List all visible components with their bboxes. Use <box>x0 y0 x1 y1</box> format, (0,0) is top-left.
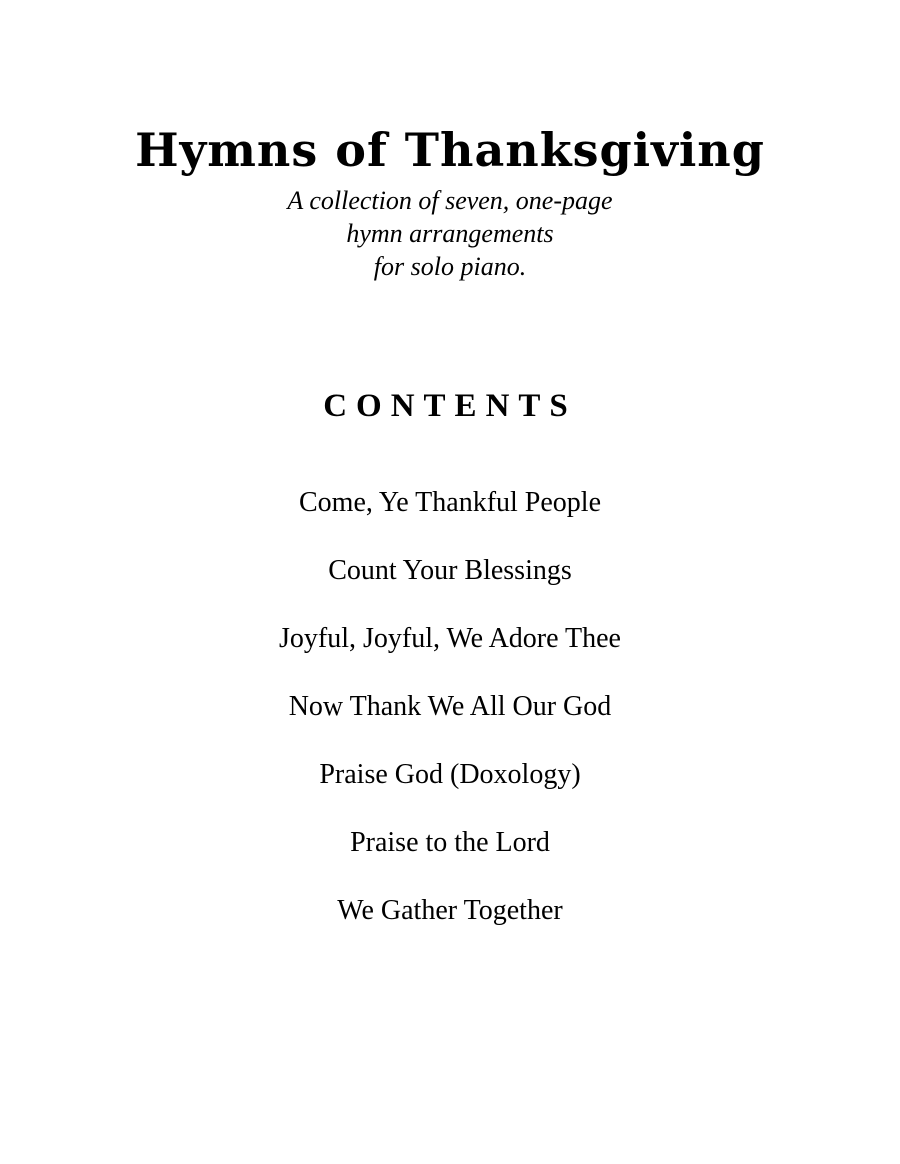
subtitle-line: hymn arrangements <box>346 219 554 248</box>
contents-heading: CONTENTS <box>323 388 577 424</box>
contents-list <box>0 484 900 960</box>
contents-item: Praise to the Lord <box>350 827 550 858</box>
contents-item: Now Thank We All Our God <box>288 691 612 722</box>
subtitle-line: for solo piano. <box>373 252 527 281</box>
contents-item: Come, Ye Thankful People <box>298 487 602 518</box>
subtitle-line: A collection of seven, one-page <box>287 186 613 215</box>
document-title: Hymns of Thanksgiving <box>135 123 765 177</box>
subtitle <box>0 184 900 283</box>
contents-item: We Gather Together <box>337 895 563 926</box>
contents-item: Joyful, Joyful, We Adore Thee <box>279 623 621 654</box>
contents-item: Count Your Blessings <box>328 555 572 586</box>
contents-item: Praise God (Doxology) <box>319 759 581 790</box>
